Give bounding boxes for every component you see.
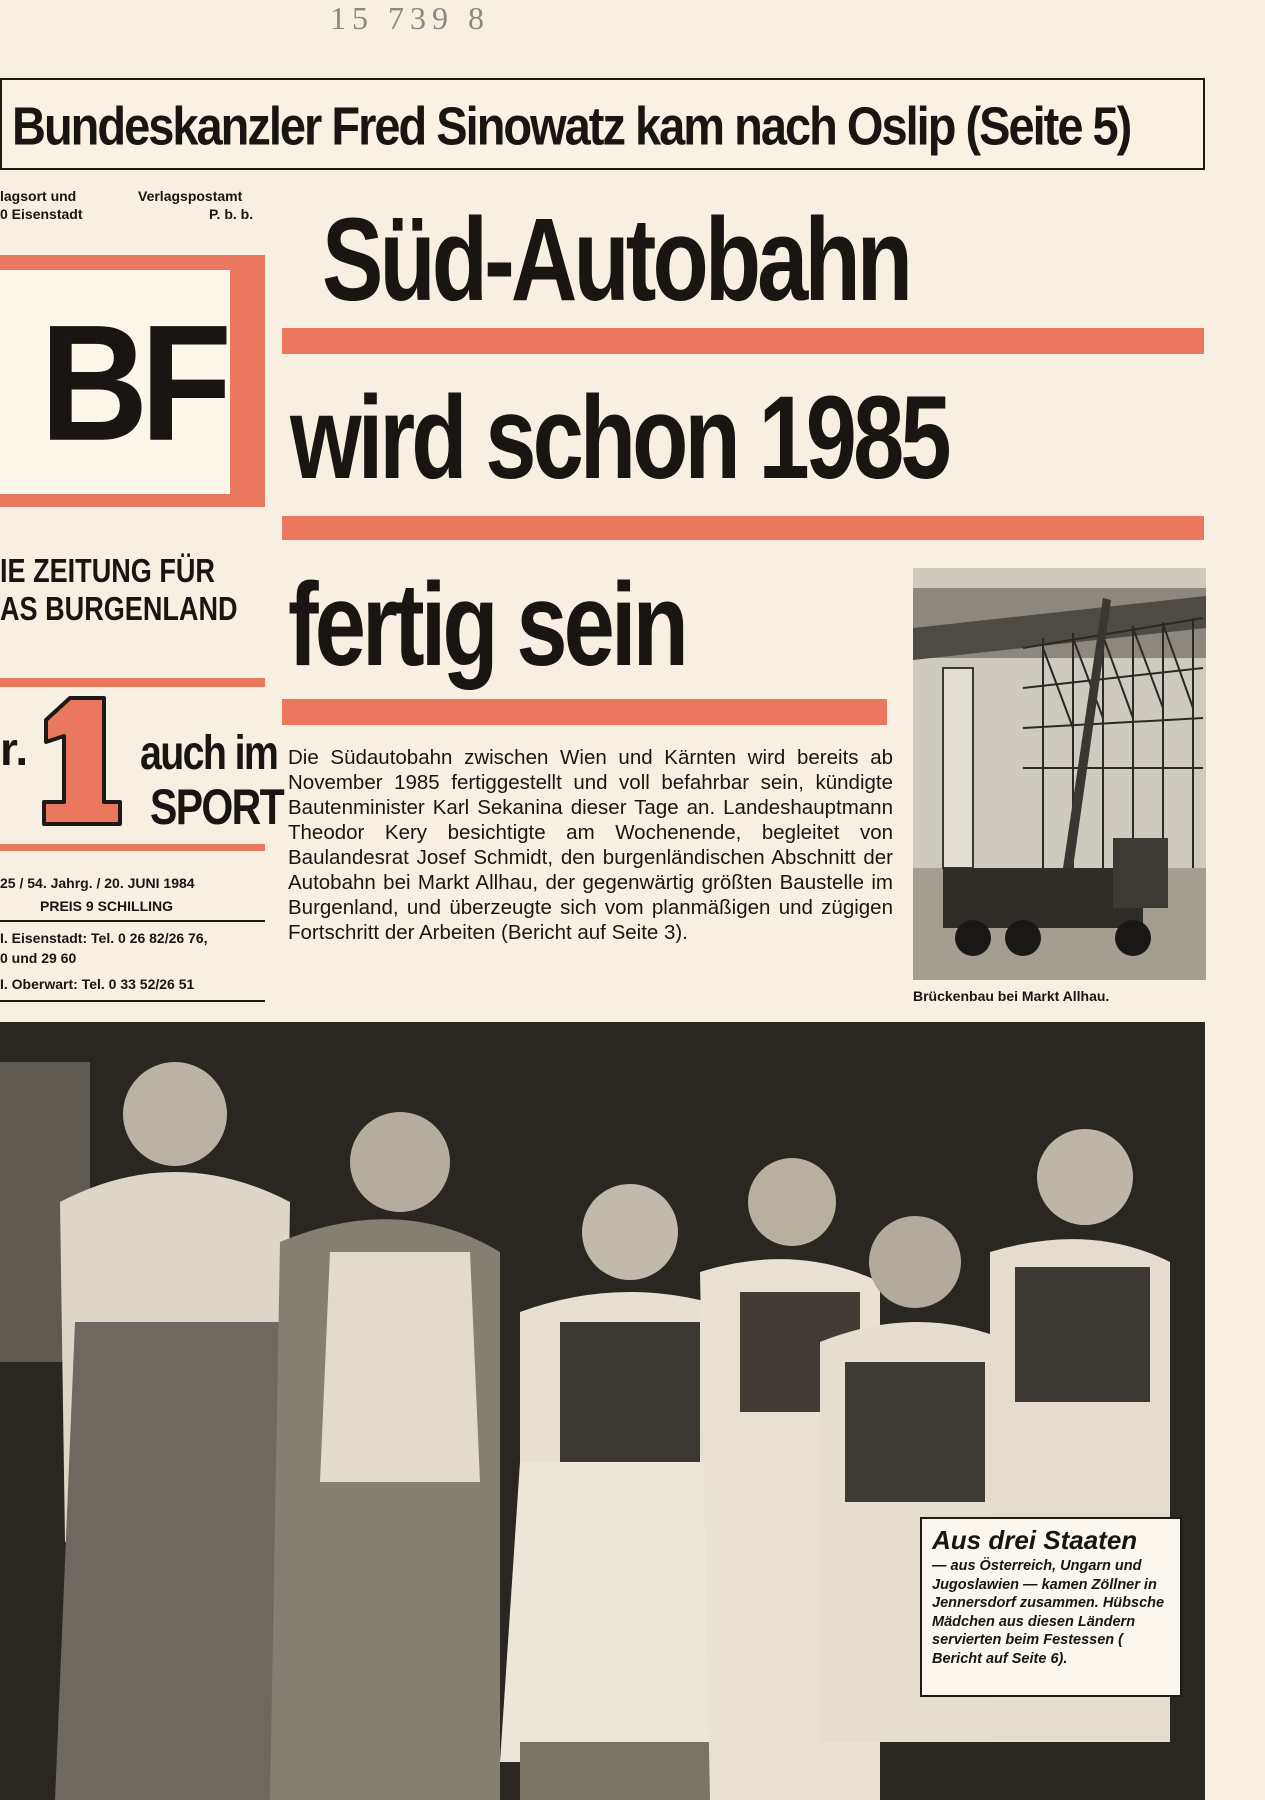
headline-red-bar-2: [282, 516, 1204, 540]
bridge-pillar: [943, 668, 973, 868]
masthead-logo: BF: [40, 290, 224, 475]
nr-prefix: r.: [0, 723, 29, 775]
contact-line3: I. Oberwart: Tel. 0 33 52/26 51: [0, 976, 195, 992]
postal-left-line1: lagsort und: [0, 188, 77, 204]
article-body: Die Südautobahn zwischen Wien und Kärnten wird bereits ab November 1985 fertiggestellt und voll befahrbar sein, kündigte Bautenminister Karl Sekanina dieser Tage an. Landeshauptmann Theodor Kery besichtigte am Wochenende, begleitet von Baulandesrat Josef Schmidt, den burgenländischen Abschnitt der Autobahn bei Markt Allhau, der gegenwärtig größten Baustelle im Burgenland, und überzeugte sich vom planmäßigen und zügigen Fortschritt der Arbeiten (Bericht auf Seite 3).: [288, 746, 893, 944]
truck-cab: [1113, 838, 1168, 908]
archive-handwritten-note: 15 739 8: [330, 0, 490, 36]
bridge-construction-photo: [913, 568, 1206, 980]
sport-line1: auch im: [140, 727, 278, 780]
red-rule-left-1: [0, 678, 265, 687]
headline-red-bar-3: [282, 699, 887, 725]
postal-right-line2: P. b. b.: [209, 206, 254, 222]
headline-line2: wird schon 1985: [290, 372, 948, 504]
contact-divider: [0, 1000, 265, 1002]
masthead-tagline-line1: IE ZEITUNG FÜR: [0, 552, 215, 589]
headline-red-bar-1: [282, 328, 1204, 354]
number-one-digit: 1: [75, 782, 81, 793]
headline-line1: Süd-Autobahn: [322, 194, 910, 326]
number-one-emblem: [30, 690, 126, 830]
issue-meta: 25 / 54. Jahrg. / 20. JUNI 1984: [0, 875, 195, 891]
truck-wheel-1: [955, 920, 991, 956]
issue-price: PREIS 9 SCHILLING: [40, 898, 174, 914]
issue-divider: [0, 920, 265, 922]
masthead-tagline: [0, 552, 238, 628]
masthead-tagline-line2: AS BURGENLAND: [0, 590, 238, 627]
contact-line2: 0 und 29 60: [0, 950, 77, 966]
headline-line3: fertig sein: [288, 559, 685, 691]
number-one-glyph: [44, 698, 120, 824]
sport-line2: SPORT: [150, 779, 284, 835]
postal-right-line1: Verlagspostamt: [138, 188, 243, 204]
top-banner: [0, 78, 1205, 170]
red-rule-left-2: [0, 844, 265, 851]
truck-wheel-3: [1115, 920, 1151, 956]
feature-body: — aus Österreich, Ungarn und Jugoslawien — kamen Zöllner in Jennersdorf zusammen. Hübsche Mädchen aus diesen Ländern servierten beim Festessen ( Bericht auf Seite 6).: [932, 1558, 1165, 1667]
feature-title: Aus drei Staaten: [932, 1525, 1138, 1555]
truck-wheel-2: [1005, 920, 1041, 956]
feature-caption-box: [920, 1517, 1182, 1697]
top-banner-text: Bundeskanzler Fred Sinowatz kam nach Oslip (Seite 5): [12, 95, 1131, 157]
postal-left-line2: 0 Eisenstadt: [0, 206, 83, 222]
bridge-photo-caption: Brückenbau bei Markt Allhau.: [913, 988, 1110, 1004]
contact-line1: I. Eisenstadt: Tel. 0 26 82/26 76,: [0, 930, 208, 946]
